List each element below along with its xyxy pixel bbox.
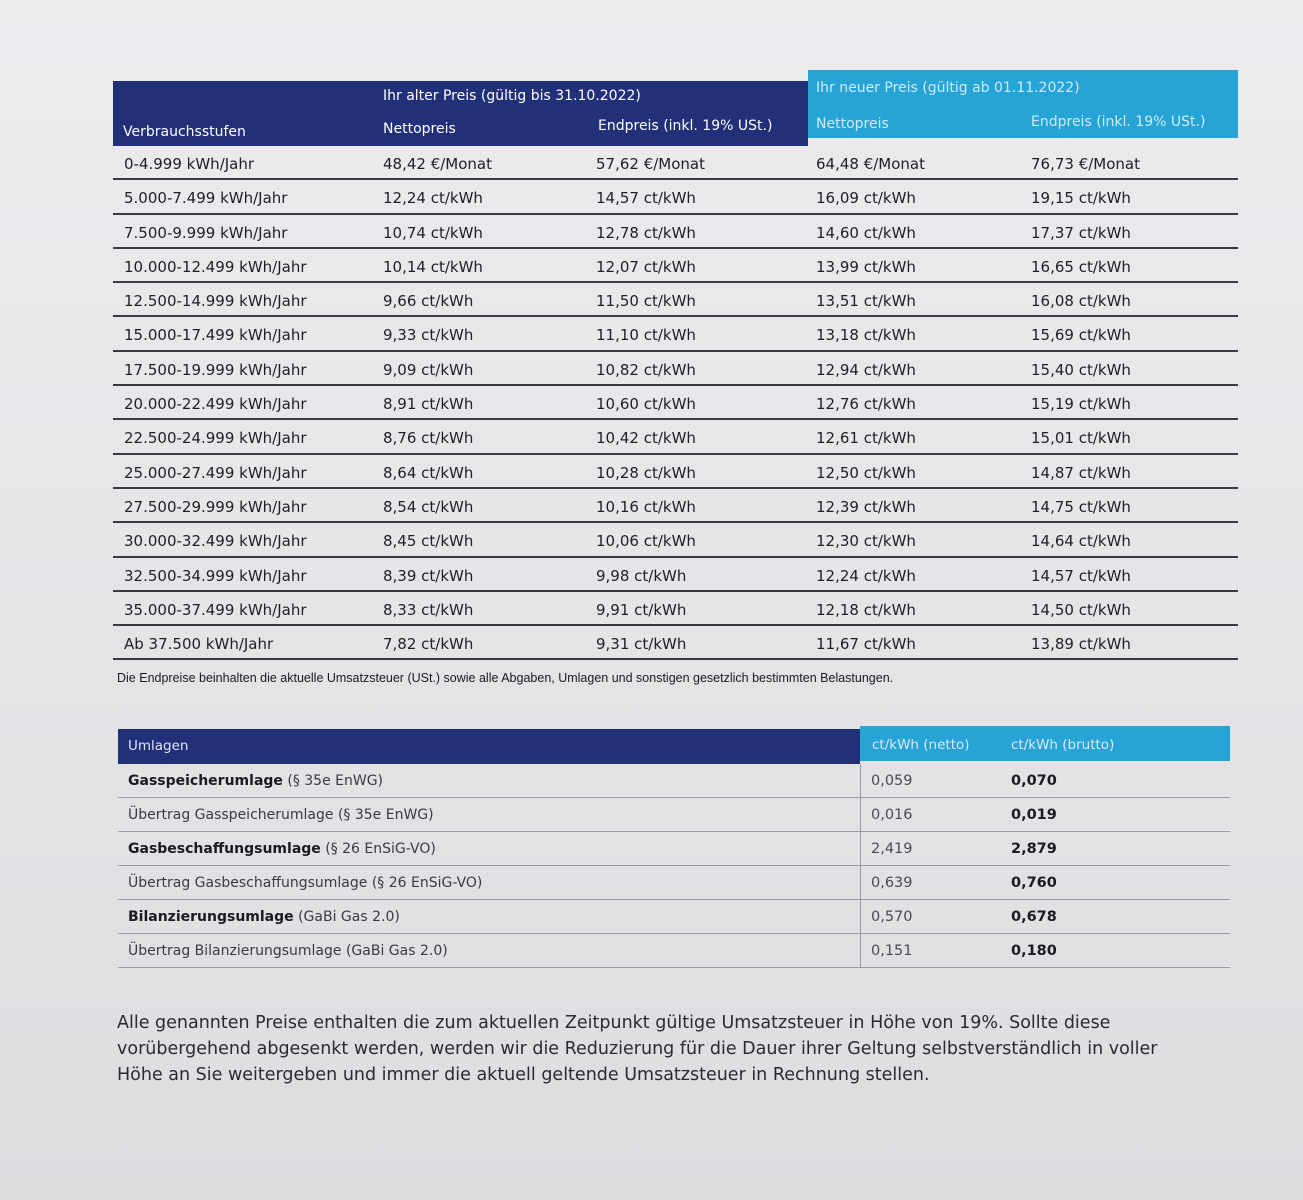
levy-name-text: Übertrag Gasbeschaffungsumlage (§ 26 EnSiG-VO) <box>128 875 483 891</box>
column-divider <box>860 866 861 900</box>
new-net-cell: 12,50 ct/kWh <box>816 463 916 482</box>
old-gross-cell: 10,28 ct/kWh <box>596 463 696 482</box>
col-old-gross-label: Endpreis (inkl. 19% USt.) <box>598 118 773 134</box>
new-net-cell: 11,67 ct/kWh <box>816 635 916 654</box>
old-gross-cell: 10,16 ct/kWh <box>596 497 696 516</box>
new-net-cell: 64,48 €/Monat <box>816 155 926 173</box>
new-gross-cell: 14,64 ct/kWh <box>1031 532 1131 551</box>
table-row <box>118 900 1230 934</box>
old-net-cell: 8,45 ct/kWh <box>383 532 474 551</box>
table-row <box>113 180 1238 214</box>
new-net-cell: 12,24 ct/kWh <box>816 566 916 585</box>
stage-cell: Ab 37.500 kWh/Jahr <box>124 635 274 654</box>
levy-name-bold: Gasbeschaffungsumlage <box>128 841 321 857</box>
levy-net-cell: 0,059 <box>871 773 913 789</box>
old-net-cell: 12,24 ct/kWh <box>383 189 483 208</box>
old-gross-cell: 10,06 ct/kWh <box>596 532 696 551</box>
levy-name-bold: Bilanzierungsumlage <box>128 909 294 925</box>
column-divider <box>860 832 861 866</box>
old-price-group-label: Ihr alter Preis (gültig bis 31.10.2022) <box>383 88 641 104</box>
old-net-cell: 10,74 ct/kWh <box>383 223 483 242</box>
column-divider <box>860 934 861 968</box>
new-gross-cell: 15,40 ct/kWh <box>1031 360 1131 379</box>
levy-net-cell: 0,639 <box>871 875 913 891</box>
levy-name-bold: Gasspeicherumlage <box>128 773 283 789</box>
new-gross-cell: 76,73 €/Monat <box>1031 155 1141 173</box>
table-row <box>113 249 1238 283</box>
new-gross-cell: 14,87 ct/kWh <box>1031 463 1131 482</box>
new-gross-cell: 17,37 ct/kWh <box>1031 223 1131 242</box>
column-divider <box>860 900 861 934</box>
levy-gross-cell: 0,019 <box>1011 807 1057 823</box>
new-price-group-label: Ihr neuer Preis (gültig ab 01.11.2022) <box>816 80 1080 96</box>
levy-gross-cell: 0,678 <box>1011 909 1057 925</box>
new-price-header-block <box>808 70 1238 138</box>
stage-cell: 22.500-24.999 kWh/Jahr <box>124 429 307 448</box>
new-gross-cell: 14,50 ct/kWh <box>1031 600 1131 619</box>
old-net-cell: 9,66 ct/kWh <box>383 292 474 311</box>
new-net-cell: 12,76 ct/kWh <box>816 395 916 414</box>
stage-cell: 25.000-27.499 kWh/Jahr <box>124 463 307 482</box>
new-net-cell: 12,39 ct/kWh <box>816 497 916 516</box>
table-row <box>118 866 1230 900</box>
new-net-cell: 14,60 ct/kWh <box>816 223 916 242</box>
old-net-cell: 8,76 ct/kWh <box>383 429 474 448</box>
new-gross-cell: 19,15 ct/kWh <box>1031 189 1131 208</box>
levy-gross-cell: 0,760 <box>1011 875 1057 891</box>
old-gross-cell: 12,78 ct/kWh <box>596 223 696 242</box>
old-gross-cell: 11,50 ct/kWh <box>596 292 696 311</box>
table-row <box>113 317 1238 351</box>
new-gross-cell: 14,75 ct/kWh <box>1031 497 1131 516</box>
new-gross-cell: 16,65 ct/kWh <box>1031 257 1131 276</box>
col-levy-gross-label: ct/kWh (brutto) <box>1011 737 1115 753</box>
table-row <box>113 420 1238 454</box>
stage-cell: 20.000-22.499 kWh/Jahr <box>124 395 307 414</box>
table-row <box>118 764 1230 798</box>
price-table-body <box>113 146 1238 660</box>
levy-name-text: (GaBi Gas 2.0) <box>293 909 400 925</box>
col-old-net-label: Nettopreis <box>383 121 456 137</box>
old-net-cell: 7,82 ct/kWh <box>383 635 474 654</box>
table-row <box>113 146 1238 180</box>
levy-header-left <box>118 729 860 764</box>
old-gross-cell: 14,57 ct/kWh <box>596 189 696 208</box>
levy-header-right <box>860 726 1230 761</box>
old-gross-cell: 9,31 ct/kWh <box>596 635 687 654</box>
vat-notice-paragraph: Alle genannten Preise enthalten die zum aktuellen Zeitpunkt gültige Umsatzsteuer in Höhe von 19%. Sollte diese vorübergehend abgesenkt werden, werden wir die Reduzierung für die Dauer ihrer Geltung selbstverständlich in voller Höhe an Sie weitergeben und immer die aktuell geltende Umsatzsteuer in Rechnung stellen. <box>117 1013 1158 1085</box>
column-divider <box>860 764 861 798</box>
new-gross-cell: 15,69 ct/kWh <box>1031 326 1131 345</box>
old-net-cell: 8,39 ct/kWh <box>383 566 474 585</box>
new-net-cell: 12,30 ct/kWh <box>816 532 916 551</box>
levy-name-cell <box>128 807 434 823</box>
levy-name-cell <box>128 943 448 959</box>
new-gross-cell: 16,08 ct/kWh <box>1031 292 1131 311</box>
stage-cell: 32.500-34.999 kWh/Jahr <box>124 566 307 585</box>
table-row <box>113 352 1238 386</box>
col-levy-name-label: Umlagen <box>128 738 189 754</box>
levy-net-cell: 0,016 <box>871 807 913 823</box>
table-row <box>113 626 1238 660</box>
price-table-header <box>113 70 1238 146</box>
new-gross-cell: 14,57 ct/kWh <box>1031 566 1131 585</box>
stage-cell: 12.500-14.999 kWh/Jahr <box>124 292 307 311</box>
levy-table <box>118 726 1230 968</box>
levy-name-cell <box>128 875 482 891</box>
col-new-net-label: Nettopreis <box>816 116 889 132</box>
table-row <box>113 489 1238 523</box>
old-gross-cell: 10,60 ct/kWh <box>596 395 696 414</box>
col-stages-label: Verbrauchsstufen <box>123 124 246 140</box>
new-net-cell: 16,09 ct/kWh <box>816 189 916 208</box>
stage-cell: 15.000-17.499 kWh/Jahr <box>124 326 307 345</box>
levy-name-text: (§ 26 EnSiG-VO) <box>320 841 436 857</box>
table-row <box>113 215 1238 249</box>
old-gross-cell: 11,10 ct/kWh <box>596 326 696 345</box>
old-price-header-block <box>113 81 808 146</box>
table-row <box>118 934 1230 968</box>
stage-cell: 30.000-32.499 kWh/Jahr <box>124 532 307 551</box>
old-net-cell: 8,33 ct/kWh <box>383 600 474 619</box>
new-net-cell: 12,94 ct/kWh <box>816 360 916 379</box>
levy-name-cell <box>128 841 436 857</box>
stage-cell: 35.000-37.499 kWh/Jahr <box>124 600 307 619</box>
new-gross-cell: 15,19 ct/kWh <box>1031 395 1131 414</box>
table-row <box>113 455 1238 489</box>
old-net-cell: 9,33 ct/kWh <box>383 326 474 345</box>
levy-name-text: (§ 35e EnWG) <box>282 773 384 789</box>
old-gross-cell: 12,07 ct/kWh <box>596 257 696 276</box>
new-gross-cell: 15,01 ct/kWh <box>1031 429 1131 448</box>
table-row <box>118 832 1230 866</box>
levy-table-header <box>118 726 1230 764</box>
new-gross-cell: 13,89 ct/kWh <box>1031 635 1131 654</box>
old-gross-cell: 57,62 €/Monat <box>596 155 706 173</box>
stage-cell: 17.500-19.999 kWh/Jahr <box>124 360 307 379</box>
levy-table-body <box>118 764 1230 968</box>
old-net-cell: 8,91 ct/kWh <box>383 395 474 414</box>
stage-cell: 27.500-29.999 kWh/Jahr <box>124 497 307 516</box>
new-net-cell: 13,51 ct/kWh <box>816 292 916 311</box>
old-gross-cell: 10,82 ct/kWh <box>596 360 696 379</box>
levy-gross-cell: 0,180 <box>1011 943 1057 959</box>
levy-net-cell: 0,151 <box>871 943 913 959</box>
stage-cell: 10.000-12.499 kWh/Jahr <box>124 257 307 276</box>
stage-cell: 5.000-7.499 kWh/Jahr <box>124 189 288 208</box>
old-net-cell: 8,64 ct/kWh <box>383 463 474 482</box>
levy-net-cell: 0,570 <box>871 909 913 925</box>
column-divider <box>860 798 861 832</box>
new-net-cell: 12,18 ct/kWh <box>816 600 916 619</box>
table-row <box>113 558 1238 592</box>
new-net-cell: 13,18 ct/kWh <box>816 326 916 345</box>
old-gross-cell: 10,42 ct/kWh <box>596 429 696 448</box>
stage-cell: 0-4.999 kWh/Jahr <box>124 155 255 173</box>
old-net-cell: 8,54 ct/kWh <box>383 497 474 516</box>
old-net-cell: 10,14 ct/kWh <box>383 257 483 276</box>
price-footnote: Die Endpreise beinhalten die aktuelle Umsatzsteuer (USt.) sowie alle Abgaben, Umlagen und sonstigen gesetzlich bestimmten Belastungen. <box>117 671 894 685</box>
new-net-cell: 13,99 ct/kWh <box>816 257 916 276</box>
levy-name-cell <box>128 909 400 925</box>
table-row <box>113 592 1238 626</box>
levy-name-cell <box>128 773 383 789</box>
stage-cell: 7.500-9.999 kWh/Jahr <box>124 223 288 242</box>
old-gross-cell: 9,91 ct/kWh <box>596 600 687 619</box>
new-net-cell: 12,61 ct/kWh <box>816 429 916 448</box>
old-net-cell: 9,09 ct/kWh <box>383 360 474 379</box>
levy-name-text: Übertrag Gasspeicherumlage (§ 35e EnWG) <box>128 807 434 823</box>
col-new-gross-label: Endpreis (inkl. 19% USt.) <box>1031 114 1206 130</box>
levy-gross-cell: 0,070 <box>1011 773 1057 789</box>
levy-net-cell: 2,419 <box>871 841 913 857</box>
price-table <box>113 70 1238 660</box>
old-gross-cell: 9,98 ct/kWh <box>596 566 687 585</box>
levy-gross-cell: 2,879 <box>1011 841 1057 857</box>
levy-name-text: Übertrag Bilanzierungsumlage (GaBi Gas 2.0) <box>128 943 448 959</box>
table-row <box>113 386 1238 420</box>
table-row <box>113 283 1238 317</box>
col-levy-net-label: ct/kWh (netto) <box>872 737 970 753</box>
old-net-cell: 48,42 €/Monat <box>383 155 493 173</box>
table-row <box>113 523 1238 557</box>
table-row <box>118 798 1230 832</box>
